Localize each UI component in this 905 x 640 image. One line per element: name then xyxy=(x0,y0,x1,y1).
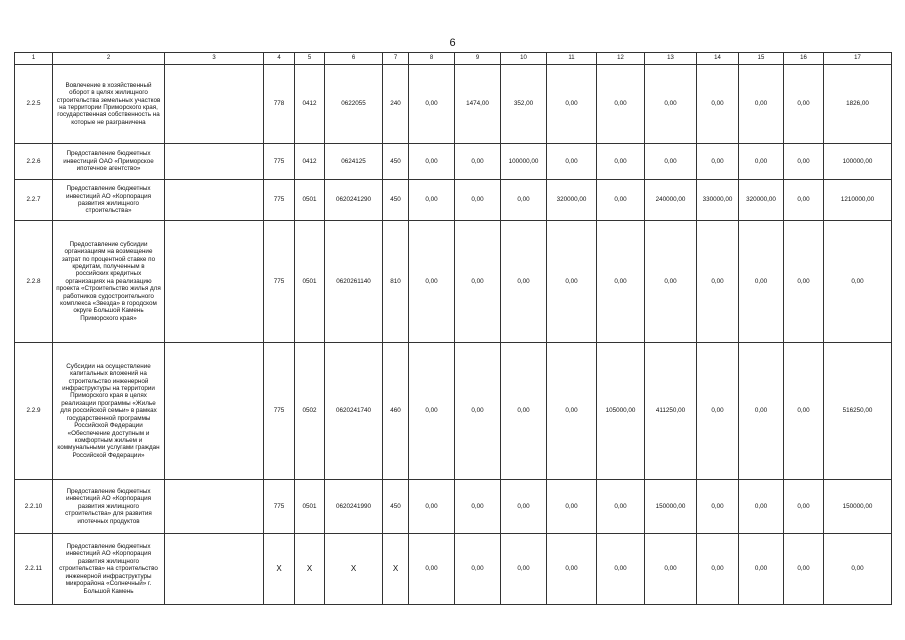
table-cell: 0502 xyxy=(295,343,325,480)
row-number-cell: 2.2.8 xyxy=(15,221,53,343)
table-cell xyxy=(165,221,264,343)
column-header: 10 xyxy=(501,53,547,65)
table-cell: 460 xyxy=(383,343,409,480)
table-cell: 0,00 xyxy=(547,480,597,534)
table-cell xyxy=(165,480,264,534)
column-header: 2 xyxy=(53,53,165,65)
table-cell: 0,00 xyxy=(501,180,547,221)
table-cell: 0,00 xyxy=(547,221,597,343)
column-header: 17 xyxy=(824,53,892,65)
table-cell: 0624125 xyxy=(325,144,383,180)
table-row xyxy=(15,65,892,144)
table-cell: 0,00 xyxy=(645,534,697,605)
table-cell: 0,00 xyxy=(501,343,547,480)
table-cell: 0,00 xyxy=(697,221,739,343)
table-row xyxy=(15,343,892,480)
table-cell xyxy=(165,534,264,605)
table-cell: 0,00 xyxy=(455,221,501,343)
description-cell: Предоставление бюджетных инвестиций АО «Корпорация развития жилищного строительства» xyxy=(53,180,165,221)
table-cell: 0501 xyxy=(295,480,325,534)
header-row xyxy=(15,53,892,65)
table-row xyxy=(15,144,892,180)
column-header: 13 xyxy=(645,53,697,65)
column-header: 15 xyxy=(739,53,784,65)
description-cell: Вовлечение в хозяйственный оборот в целях жилищного строительства земельных участков на территории Приморского края, государственная собственность на которые не разграничена xyxy=(53,65,165,144)
table-cell: 0,00 xyxy=(409,221,455,343)
table-cell: 0,00 xyxy=(547,144,597,180)
table-cell: 0,00 xyxy=(597,144,645,180)
table-cell: 775 xyxy=(264,480,295,534)
description-cell: Предоставление бюджетных инвестиций АО «Корпорация развития жилищного строительства» на строительство инженерной инфраструктуры микрорайона «Солнечный» г. Большой Камень xyxy=(53,534,165,605)
row-number-cell: 2.2.5 xyxy=(15,65,53,144)
description-cell: Предоставление бюджетных инвестиций АО «Корпорация развития жилищного строительства» для развития ипотечных продуктов xyxy=(53,480,165,534)
column-header: 7 xyxy=(383,53,409,65)
table-cell: 0,00 xyxy=(455,343,501,480)
table-cell: 240000,00 xyxy=(645,180,697,221)
column-header: 8 xyxy=(409,53,455,65)
table-cell: 0,00 xyxy=(501,480,547,534)
table-cell: 775 xyxy=(264,180,295,221)
table-cell: 320000,00 xyxy=(739,180,784,221)
table-cell: 330000,00 xyxy=(697,180,739,221)
table-cell: 0,00 xyxy=(597,180,645,221)
table-cell: 105000,00 xyxy=(597,343,645,480)
table-cell: 0,00 xyxy=(697,534,739,605)
column-header: 1 xyxy=(15,53,53,65)
table-row xyxy=(15,221,892,343)
table-cell: 0412 xyxy=(295,144,325,180)
description-cell: Субсидии на осуществление капитальных вложений на строительство инженерной инфраструктуры на территории Приморского края в целях реализации программы «Жилье для российской семьи» в рамках государственной программы Российской Федерации «Обеспечение доступным и комфортным жильем и коммунальными услугами граждан Российской Федерации» xyxy=(53,343,165,480)
table-cell: 0501 xyxy=(295,180,325,221)
table-cell: 150000,00 xyxy=(645,480,697,534)
table-cell: 775 xyxy=(264,144,295,180)
table-cell: 775 xyxy=(264,221,295,343)
column-header: 14 xyxy=(697,53,739,65)
table-cell: Х xyxy=(383,534,409,605)
table-row xyxy=(15,180,892,221)
table-cell: 0,00 xyxy=(409,534,455,605)
table-cell: 0,00 xyxy=(784,65,824,144)
table-cell: 0,00 xyxy=(455,480,501,534)
table-cell: 0,00 xyxy=(784,480,824,534)
column-header: 16 xyxy=(784,53,824,65)
table-cell: 450 xyxy=(383,144,409,180)
column-header: 6 xyxy=(325,53,383,65)
table-cell: 0622055 xyxy=(325,65,383,144)
table-cell: 0620241290 xyxy=(325,180,383,221)
column-header: 11 xyxy=(547,53,597,65)
table-cell: 0,00 xyxy=(739,534,784,605)
page-number: 6 xyxy=(449,37,456,49)
table-cell: 100000,00 xyxy=(824,144,892,180)
table-row xyxy=(15,534,892,605)
table-cell: Х xyxy=(264,534,295,605)
table-cell: 0,00 xyxy=(784,221,824,343)
table-cell: 0,00 xyxy=(739,65,784,144)
table-cell: 352,00 xyxy=(501,65,547,144)
table-cell: 0,00 xyxy=(739,480,784,534)
table-cell: 0501 xyxy=(295,221,325,343)
row-number-cell: 2.2.10 xyxy=(15,480,53,534)
table-cell: 0,00 xyxy=(645,65,697,144)
table-cell: 0,00 xyxy=(597,221,645,343)
table-cell: 411250,00 xyxy=(645,343,697,480)
table-cell: 0,00 xyxy=(501,221,547,343)
table-cell: 0,00 xyxy=(824,534,892,605)
table-cell: 0,00 xyxy=(547,534,597,605)
column-header: 4 xyxy=(264,53,295,65)
table-cell: 100000,00 xyxy=(501,144,547,180)
table-cell: 0,00 xyxy=(455,534,501,605)
table-cell: 0,00 xyxy=(547,343,597,480)
row-number-cell: 2.2.6 xyxy=(15,144,53,180)
table-cell: 0,00 xyxy=(597,534,645,605)
table-cell: 320000,00 xyxy=(547,180,597,221)
table-cell: 450 xyxy=(383,180,409,221)
table-cell: 0,00 xyxy=(455,180,501,221)
column-header: 5 xyxy=(295,53,325,65)
table-cell: 0,00 xyxy=(697,480,739,534)
table-cell xyxy=(165,144,264,180)
table-cell: Х xyxy=(325,534,383,605)
table-cell: 0,00 xyxy=(784,534,824,605)
table-cell: 0,00 xyxy=(409,144,455,180)
table-cell xyxy=(165,180,264,221)
table-cell: 0,00 xyxy=(824,221,892,343)
table-cell: Х xyxy=(295,534,325,605)
table-cell: 778 xyxy=(264,65,295,144)
table-cell: 0,00 xyxy=(697,144,739,180)
table-cell: 0,00 xyxy=(739,343,784,480)
table-cell: 0,00 xyxy=(455,144,501,180)
table-cell: 0,00 xyxy=(501,534,547,605)
table-cell: 240 xyxy=(383,65,409,144)
table-cell: 0620241990 xyxy=(325,480,383,534)
table-cell: 0,00 xyxy=(645,221,697,343)
table-cell: 150000,00 xyxy=(824,480,892,534)
description-cell: Предоставление бюджетных инвестиций ОАО «Приморское ипотечное агентство» xyxy=(53,144,165,180)
table-cell: 1474,00 xyxy=(455,65,501,144)
table-cell: 516250,00 xyxy=(824,343,892,480)
table-cell: 0,00 xyxy=(409,343,455,480)
column-header: 3 xyxy=(165,53,264,65)
table-cell: 0,00 xyxy=(409,65,455,144)
budget-table xyxy=(14,52,892,605)
table-cell: 0,00 xyxy=(784,343,824,480)
table-cell: 0,00 xyxy=(697,343,739,480)
column-header: 9 xyxy=(455,53,501,65)
row-number-cell: 2.2.11 xyxy=(15,534,53,605)
table-cell: 0,00 xyxy=(645,144,697,180)
table-cell: 0620261140 xyxy=(325,221,383,343)
table-cell: 0,00 xyxy=(784,144,824,180)
table-cell: 0412 xyxy=(295,65,325,144)
description-cell: Предоставление субсидии организациям на возмещение затрат по процентной ставке по кредитам, полученным в российских кредитных организациях на реализацию проекта «Строительство жилья для работников судостроительного комплекса «Звезда» в городском округе Большой Камень Приморского края» xyxy=(53,221,165,343)
table-cell: 0,00 xyxy=(739,144,784,180)
table-cell: 1826,00 xyxy=(824,65,892,144)
table-cell: 0620241740 xyxy=(325,343,383,480)
table-cell: 0,00 xyxy=(409,480,455,534)
column-header: 12 xyxy=(597,53,645,65)
table-cell xyxy=(165,65,264,144)
table-cell: 775 xyxy=(264,343,295,480)
table-cell: 0,00 xyxy=(547,65,597,144)
table-row xyxy=(15,480,892,534)
table-cell: 810 xyxy=(383,221,409,343)
row-number-cell: 2.2.7 xyxy=(15,180,53,221)
table-cell: 0,00 xyxy=(697,65,739,144)
table-cell xyxy=(165,343,264,480)
table-cell: 450 xyxy=(383,480,409,534)
table-cell: 0,00 xyxy=(597,480,645,534)
table-cell: 0,00 xyxy=(739,221,784,343)
row-number-cell: 2.2.9 xyxy=(15,343,53,480)
table-cell: 1210000,00 xyxy=(824,180,892,221)
table-cell: 0,00 xyxy=(409,180,455,221)
table-cell: 0,00 xyxy=(597,65,645,144)
table-cell: 0,00 xyxy=(784,180,824,221)
